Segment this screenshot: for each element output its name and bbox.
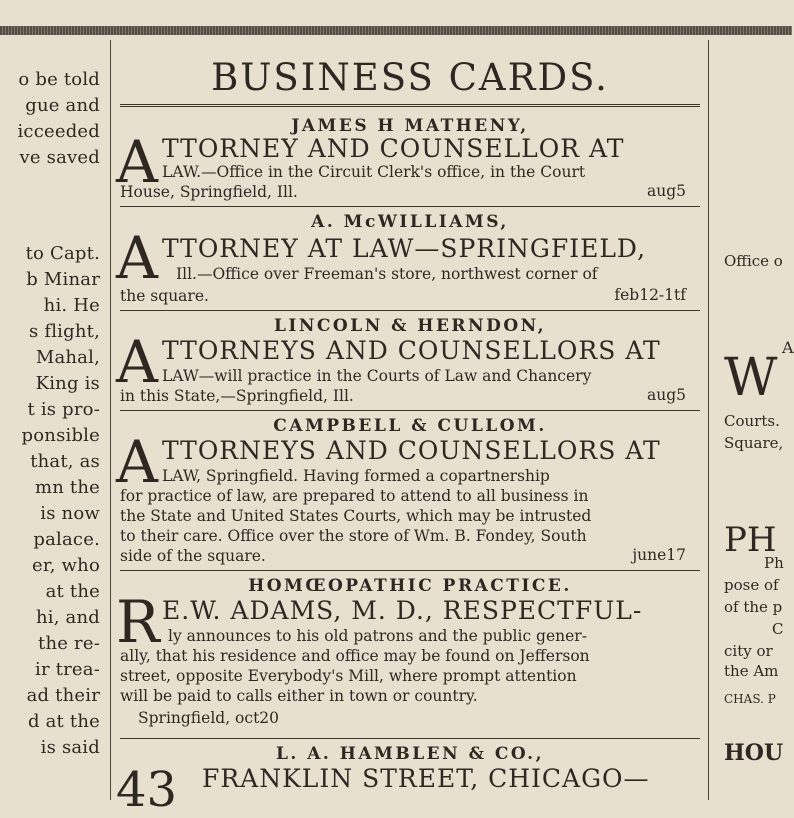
section-title: BUSINESS CARDS. xyxy=(211,56,609,99)
right-column-line: pose of xyxy=(724,576,779,594)
drop-cap: A xyxy=(116,224,158,292)
title-rule xyxy=(120,104,700,107)
left-column-line: the re- xyxy=(38,633,100,654)
card-text-line: the square. xyxy=(120,287,209,305)
card-name: A. McWILLIAMS, xyxy=(311,212,509,232)
card-text-line: Ill.—Office over Freeman's store, northwest corner of xyxy=(176,265,598,283)
right-column-line: C xyxy=(772,620,784,638)
right-column-line: W xyxy=(724,348,778,408)
right-column-line: city or xyxy=(724,642,773,660)
drop-cap: R xyxy=(116,588,160,656)
right-column xyxy=(712,0,792,800)
card-text-line: will be paid to calls either in town or country. xyxy=(120,687,478,705)
card-text-line: LAW.—Office in the Circuit Clerk's office, in the Court xyxy=(162,163,586,181)
card-divider xyxy=(120,310,700,311)
right-column-line: HOU xyxy=(724,740,784,766)
card-name: JAMES H MATHENY, xyxy=(291,116,529,136)
card-text-line: ally, that his residence and office may be found on Jefferson xyxy=(120,647,590,665)
drop-cap: A xyxy=(116,428,158,496)
left-column-line: ponsible xyxy=(21,425,100,446)
business-cards-column xyxy=(116,0,704,818)
card-text-line: for practice of law, are prepared to attend to all business in xyxy=(120,487,589,505)
left-column-line: ir trea- xyxy=(35,659,100,680)
left-column xyxy=(0,0,108,800)
card-text-line: side of the square. xyxy=(120,547,266,565)
left-column-line: is now xyxy=(40,503,100,524)
card-text-line: the State and United States Courts, which may be intrusted xyxy=(120,507,592,525)
left-column-line: s flight, xyxy=(28,321,100,342)
card-lead-line: TTORNEY AND COUNSELLOR AT xyxy=(162,134,625,163)
business-card xyxy=(116,212,704,305)
left-column-line: that, as xyxy=(30,451,100,472)
left-column-line: mn the xyxy=(34,477,100,498)
left-column-line: gue and xyxy=(25,95,100,116)
left-column-line: er, who xyxy=(32,555,100,576)
card-date: june17 xyxy=(632,546,686,564)
left-column-line: hi, and xyxy=(35,607,100,628)
card-text-line: in this State,—Springfield, Ill. xyxy=(120,387,354,405)
right-column-line: Office o xyxy=(724,252,783,270)
card-text-line: ly announces to his old patrons and the public gener- xyxy=(168,627,587,645)
card-text-line: Springfield, oct20 xyxy=(138,709,280,727)
business-card xyxy=(116,316,704,405)
drop-cap: A xyxy=(116,328,158,396)
drop-cap: 43 xyxy=(116,762,178,818)
right-column-line: PH xyxy=(724,520,777,560)
business-card xyxy=(116,416,704,565)
card-text-line: LAW, Springfield. Having formed a copartnership xyxy=(162,467,550,485)
card-name: CAMPBELL & CULLOM. xyxy=(273,416,547,436)
business-card xyxy=(116,744,704,818)
card-date: feb12-1tf xyxy=(614,286,686,304)
left-column-line: icceeded xyxy=(17,121,100,142)
left-column-line: hi. He xyxy=(43,295,100,316)
left-column-line: b Minar xyxy=(26,269,100,290)
right-column-line: CHAS. P xyxy=(724,692,776,706)
left-column-line: at the xyxy=(45,581,100,602)
card-name: LINCOLN & HERNDON, xyxy=(273,316,547,336)
right-column-line: Square, xyxy=(724,434,784,452)
column-rule-right xyxy=(708,40,709,800)
card-text-line: street, opposite Everybody's Mill, where prompt attention xyxy=(120,667,577,685)
left-column-line: to Capt. xyxy=(25,243,100,264)
left-column-line: Mahal, xyxy=(35,347,100,368)
left-column-line: King is xyxy=(35,373,100,394)
right-column-line: Courts. xyxy=(724,412,780,430)
column-rule-left xyxy=(110,40,111,800)
card-lead-line: TTORNEYS AND COUNSELLORS AT xyxy=(162,436,661,465)
card-date: aug5 xyxy=(646,182,686,200)
card-divider xyxy=(120,206,700,207)
card-text-line: House, Springfield, Ill. xyxy=(120,183,298,201)
card-lead-line: FRANKLIN STREET, CHICAGO— xyxy=(202,764,650,793)
card-lead-line: TTORNEY AT LAW—SPRINGFIELD, xyxy=(162,234,647,263)
business-card xyxy=(116,576,704,727)
right-column-line: of the p xyxy=(724,598,783,616)
left-column-line: is said xyxy=(40,737,100,758)
card-divider xyxy=(120,738,700,739)
card-divider xyxy=(120,410,700,411)
business-card xyxy=(116,116,704,201)
right-column-line: the Am xyxy=(724,662,779,680)
left-column-line: o be told xyxy=(18,69,100,90)
drop-cap: A xyxy=(116,128,158,196)
card-divider xyxy=(120,570,700,571)
card-text-line: LAW—will practice in the Courts of Law and Chancery xyxy=(162,367,592,385)
left-column-line: ad their xyxy=(26,685,100,706)
card-text-line: to their care. Office over the store of Wm. B. Fondey, South xyxy=(120,527,587,545)
left-column-line: d at the xyxy=(27,711,100,732)
left-column-line: t is pro- xyxy=(27,399,100,420)
right-column-line: Ph xyxy=(764,554,784,572)
card-name: L. A. HAMBLEN & CO., xyxy=(275,744,545,764)
right-column-line: A xyxy=(782,338,794,357)
card-lead-line: TTORNEYS AND COUNSELLORS AT xyxy=(162,336,661,365)
left-column-line: ve saved xyxy=(19,147,100,168)
card-date: aug5 xyxy=(646,386,686,404)
left-column-line: palace. xyxy=(33,529,100,550)
card-lead-line: E.W. ADAMS, M. D., RESPECTFUL- xyxy=(162,596,643,625)
card-name: HOMŒOPATHIC PRACTICE. xyxy=(248,576,572,596)
